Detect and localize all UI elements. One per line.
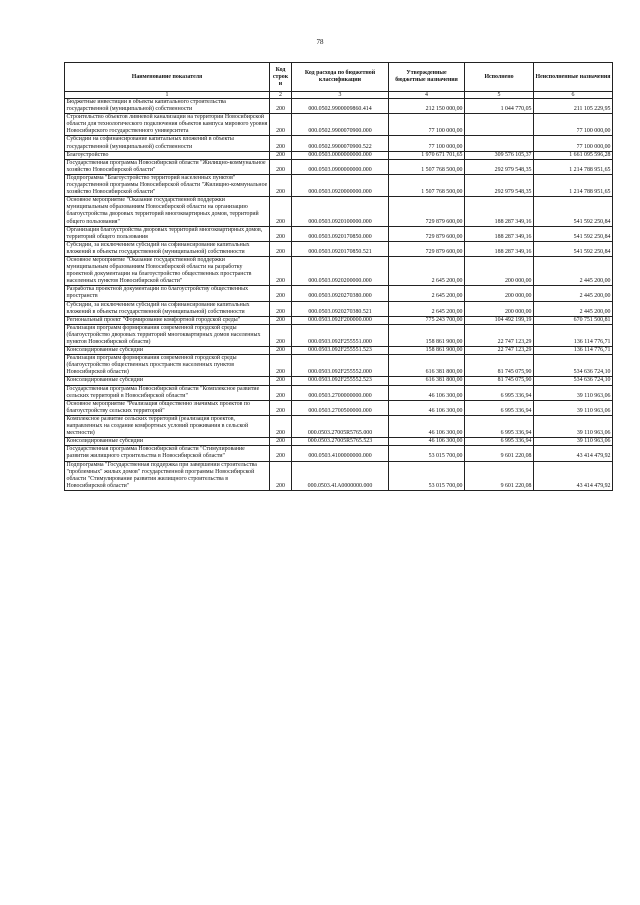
row-line-code-cell: 200	[270, 347, 292, 355]
row-line-code-cell: 200	[270, 385, 292, 400]
row-budget-code-cell: 000.0503.0920270380.521	[292, 301, 389, 316]
column-number: 2	[270, 92, 292, 99]
row-executed-cell: 292 979 548,35	[465, 159, 534, 174]
row-line-code-cell: 200	[270, 377, 292, 385]
row-budget-code-cell: 000.0503.27005R5765.000	[292, 415, 389, 437]
row-budget-code-cell: 000.0502.9900070900.522	[292, 136, 389, 151]
row-unexecuted-cell: 39 110 963,06	[534, 400, 613, 415]
table-header-row	[65, 63, 613, 92]
row-approved-cell: 1 507 768 500,00	[389, 174, 465, 196]
row-executed-cell: 104 492 199,19	[465, 316, 534, 324]
row-budget-code-cell: 000.0503.2700000000.000	[292, 385, 389, 400]
row-line-code-cell: 200	[270, 324, 292, 346]
row-approved-cell: 2 645 200,00	[389, 301, 465, 316]
row-approved-cell: 77 100 000,00	[389, 136, 465, 151]
row-unexecuted-cell: 39 110 963,06	[534, 438, 613, 446]
row-name-cell: Региональный проект "Формирование комфортной городской среды"	[65, 316, 270, 324]
row-line-code-cell: 200	[270, 438, 292, 446]
column-number: 1	[65, 92, 270, 99]
row-name-cell: Подпрограмма "Государственная поддержка при завершении строительства "проблемных" жилых домов" государственной программы Новосибирской области "Стимулирование развития жилищного строительства в Новосибирской области"	[65, 461, 270, 490]
row-unexecuted-cell: 670 751 500,81	[534, 316, 613, 324]
row-line-code-cell: 200	[270, 114, 292, 136]
header-approved: Утвержденные бюджетные назначения	[389, 63, 465, 92]
table-row	[65, 461, 613, 490]
column-number: 3	[292, 92, 389, 99]
row-approved-cell: 53 015 700,00	[389, 446, 465, 461]
header-unexecuted: Неисполненные назначения	[534, 63, 613, 92]
row-budget-code-cell: 000.0502.9900070900.000	[292, 114, 389, 136]
table-row	[65, 385, 613, 400]
row-executed-cell	[465, 114, 534, 136]
table-row	[65, 159, 613, 174]
row-approved-cell: 46 106 300,00	[389, 415, 465, 437]
row-approved-cell: 1 507 768 500,00	[389, 159, 465, 174]
row-unexecuted-cell: 211 105 229,95	[534, 99, 613, 114]
row-executed-cell: 188 287 349,16	[465, 226, 534, 241]
row-name-cell: Разработка проектной документации по благоустройству общественных пространств	[65, 286, 270, 301]
row-budget-code-cell: 000.0503.0920170850.000	[292, 226, 389, 241]
row-line-code-cell: 200	[270, 256, 292, 285]
row-approved-cell: 46 106 300,00	[389, 438, 465, 446]
table-row	[65, 99, 613, 114]
row-line-code-cell: 200	[270, 151, 292, 159]
row-line-code-cell: 200	[270, 99, 292, 114]
row-unexecuted-cell: 541 592 250,84	[534, 226, 613, 241]
header-executed: Исполнено	[465, 63, 534, 92]
row-line-code-cell: 200	[270, 136, 292, 151]
row-approved-cell: 775 243 700,00	[389, 316, 465, 324]
row-budget-code-cell: 000.0503.092F255552.000	[292, 355, 389, 377]
row-budget-code-cell: 000.0503.27005R5765.523	[292, 438, 389, 446]
table-row	[65, 377, 613, 385]
row-budget-code-cell: 000.0503.092F200000.000	[292, 316, 389, 324]
row-approved-cell: 616 381 800,00	[389, 355, 465, 377]
table-row	[65, 415, 613, 437]
row-executed-cell: 200 000,00	[465, 301, 534, 316]
row-unexecuted-cell: 534 636 724,10	[534, 377, 613, 385]
table-row	[65, 241, 613, 256]
table-row	[65, 286, 613, 301]
row-unexecuted-cell: 39 110 963,06	[534, 385, 613, 400]
row-budget-code-cell: 000.0502.9900009860.414	[292, 99, 389, 114]
row-budget-code-cell: 000.0503.0920100000.000	[292, 197, 389, 226]
row-unexecuted-cell: 43 414 479,92	[534, 461, 613, 490]
row-budget-code-cell: 000.0503.092F255552.523	[292, 377, 389, 385]
row-unexecuted-cell: 77 100 000,00	[534, 114, 613, 136]
row-approved-cell: 158 861 900,00	[389, 324, 465, 346]
row-line-code-cell: 200	[270, 286, 292, 301]
row-budget-code-cell: 000.0503.092F255551.000	[292, 324, 389, 346]
page-number: 78	[316, 38, 324, 46]
row-executed-cell: 6 995 336,94	[465, 400, 534, 415]
row-unexecuted-cell: 39 110 963,06	[534, 415, 613, 437]
table-row	[65, 197, 613, 226]
row-line-code-cell: 200	[270, 174, 292, 196]
row-name-cell: Основное мероприятие "Оказание государственной поддержки муниципальным образованиям Новосибирской области на разработку проектной документации на благоустройство общественных пространств населенных пунктов Новосибирской области"	[65, 256, 270, 285]
row-unexecuted-cell: 136 114 776,71	[534, 324, 613, 346]
row-name-cell: Организация благоустройства дворовых территорий многоквартирных домов, территорий общего пользования	[65, 226, 270, 241]
row-approved-cell: 616 381 800,00	[389, 377, 465, 385]
row-line-code-cell: 200	[270, 461, 292, 490]
row-executed-cell: 188 287 349,16	[465, 241, 534, 256]
row-line-code-cell: 200	[270, 241, 292, 256]
row-executed-cell: 22 747 123,29	[465, 324, 534, 346]
table-row	[65, 174, 613, 196]
row-executed-cell: 309 576 105,37	[465, 151, 534, 159]
row-approved-cell: 46 106 300,00	[389, 385, 465, 400]
row-budget-code-cell: 000.0503.0920270380.000	[292, 286, 389, 301]
row-budget-code-cell: 000.0503.092F255551.523	[292, 347, 389, 355]
table-row	[65, 114, 613, 136]
row-budget-code-cell: 000.0503.0000000000.000	[292, 151, 389, 159]
row-executed-cell: 6 995 336,94	[465, 438, 534, 446]
row-name-cell: Государственная программа Новосибирской области "Стимулирование развития жилищного строительства в Новосибирской области"	[65, 446, 270, 461]
row-executed-cell: 1 044 770,05	[465, 99, 534, 114]
row-line-code-cell: 200	[270, 415, 292, 437]
row-line-code-cell: 200	[270, 197, 292, 226]
row-name-cell: Реализация программ формирования современной городской среды (благоустройство общественных пространств населенных пунктов Новосибирской области)	[65, 355, 270, 377]
row-name-cell: Государственная программа Новосибирской области "Комплексное развитие сельских территорий в Новосибирской области"	[65, 385, 270, 400]
row-name-cell: Консолидированные субсидии	[65, 438, 270, 446]
row-approved-cell: 2 645 200,00	[389, 256, 465, 285]
row-name-cell: Субсидии, за исключением субсидий на софинансирование капитальных вложений в объекты государственной (муниципальной) собственности	[65, 241, 270, 256]
row-name-cell: Строительство объектов ливневой канализации на территории Новосибирской области для технологического подключения объектов кампуса мирового уровня Новосибирского государственного университета	[65, 114, 270, 136]
row-unexecuted-cell: 541 592 250,84	[534, 241, 613, 256]
row-line-code-cell: 200	[270, 355, 292, 377]
row-approved-cell: 729 879 600,00	[389, 241, 465, 256]
row-unexecuted-cell: 534 636 724,10	[534, 355, 613, 377]
header-name: Наименование показателя	[65, 63, 270, 92]
row-approved-cell: 729 879 600,00	[389, 226, 465, 241]
row-name-cell: Консолидированные субсидии	[65, 377, 270, 385]
table-row	[65, 400, 613, 415]
row-unexecuted-cell: 2 445 200,00	[534, 286, 613, 301]
header-line-code: Код строки	[270, 63, 292, 92]
row-budget-code-cell: 000.0503.2700500000.000	[292, 400, 389, 415]
row-unexecuted-cell: 1 661 095 596,28	[534, 151, 613, 159]
row-executed-cell: 22 747 123,29	[465, 347, 534, 355]
table-row	[65, 136, 613, 151]
row-executed-cell: 9 601 220,08	[465, 461, 534, 490]
row-name-cell: Субсидии, за исключением субсидий на софинансирование капитальных вложений в объекты государственной (муниципальной) собственности	[65, 301, 270, 316]
budget-execution-table	[64, 62, 613, 491]
column-number: 5	[465, 92, 534, 99]
table-row	[65, 256, 613, 285]
row-line-code-cell: 200	[270, 159, 292, 174]
row-executed-cell: 292 979 548,35	[465, 174, 534, 196]
row-line-code-cell: 200	[270, 301, 292, 316]
row-name-cell: Комплексное развитие сельских территорий (реализация проектов, направленных на создание комфортных условий проживания в сельской местности)	[65, 415, 270, 437]
row-unexecuted-cell: 1 214 788 951,65	[534, 174, 613, 196]
row-executed-cell: 81 745 075,90	[465, 355, 534, 377]
table-row	[65, 316, 613, 324]
row-executed-cell	[465, 136, 534, 151]
row-executed-cell: 6 995 336,94	[465, 415, 534, 437]
table-row	[65, 446, 613, 461]
row-line-code-cell: 200	[270, 400, 292, 415]
table-row	[65, 301, 613, 316]
row-approved-cell: 2 645 200,00	[389, 286, 465, 301]
row-approved-cell: 212 150 000,00	[389, 99, 465, 114]
row-unexecuted-cell: 1 214 788 951,65	[534, 159, 613, 174]
row-unexecuted-cell: 77 100 000,00	[534, 136, 613, 151]
row-budget-code-cell: 000.0503.0900000000.000	[292, 159, 389, 174]
row-name-cell: Основное мероприятие "Оказание государственной поддержки муниципальным образованиям Новосибирской области на организацию благоустройства дворовых территорий многоквартирных домов, территорий общего пользования"	[65, 197, 270, 226]
row-approved-cell: 1 970 671 701,65	[389, 151, 465, 159]
row-executed-cell: 200 000,00	[465, 256, 534, 285]
row-name-cell: Реализация программ формирования современной городской среды (благоустройство дворовых территорий многоквартирных домов населенных пунктов Новосибирской области)	[65, 324, 270, 346]
row-approved-cell: 158 861 900,00	[389, 347, 465, 355]
row-budget-code-cell: 000.0503.0920170850.521	[292, 241, 389, 256]
row-unexecuted-cell: 541 592 250,84	[534, 197, 613, 226]
row-line-code-cell: 200	[270, 316, 292, 324]
row-name-cell: Благоустройство	[65, 151, 270, 159]
row-line-code-cell: 200	[270, 446, 292, 461]
row-unexecuted-cell: 43 414 479,92	[534, 446, 613, 461]
row-name-cell: Консолидированные субсидии	[65, 347, 270, 355]
column-number-row	[65, 92, 613, 99]
row-name-cell: Бюджетные инвестиции в объекты капитального строительства государственной (муниципальной) собственности	[65, 99, 270, 114]
row-budget-code-cell: 000.0503.4100000000.000	[292, 446, 389, 461]
row-executed-cell: 6 995 336,94	[465, 385, 534, 400]
table-row	[65, 226, 613, 241]
row-approved-cell: 77 100 000,00	[389, 114, 465, 136]
row-executed-cell: 9 601 220,08	[465, 446, 534, 461]
row-unexecuted-cell: 2 445 200,00	[534, 301, 613, 316]
row-executed-cell: 200 000,00	[465, 286, 534, 301]
row-unexecuted-cell: 2 445 200,00	[534, 256, 613, 285]
row-approved-cell: 53 015 700,00	[389, 461, 465, 490]
table-row	[65, 347, 613, 355]
row-name-cell: Подпрограмма "Благоустройство территорий населенных пунктов" государственной программы Новосибирской области "Жилищно-коммунальное хозяйство Новосибирской области"	[65, 174, 270, 196]
row-approved-cell: 46 106 300,00	[389, 400, 465, 415]
table-row	[65, 438, 613, 446]
table-row	[65, 324, 613, 346]
row-line-code-cell: 200	[270, 226, 292, 241]
header-budget-code: Код расхода по бюджетной классификации	[292, 63, 389, 92]
row-budget-code-cell: 000.0503.41А0000000.000	[292, 461, 389, 490]
row-name-cell: Государственная программа Новосибирской области "Жилищно-коммунальное хозяйство Новосибирской области"	[65, 159, 270, 174]
table-row	[65, 151, 613, 159]
row-budget-code-cell: 000.0503.0920000000.000	[292, 174, 389, 196]
row-unexecuted-cell: 136 114 776,71	[534, 347, 613, 355]
row-name-cell: Основное мероприятие "Реализация общественно значимых проектов по благоустройству сельских территорий"	[65, 400, 270, 415]
row-executed-cell: 81 745 075,90	[465, 377, 534, 385]
row-executed-cell: 188 287 349,16	[465, 197, 534, 226]
table-row	[65, 355, 613, 377]
row-budget-code-cell: 000.0503.0920200000.000	[292, 256, 389, 285]
row-name-cell: Субсидии на софинансирование капитальных вложений в объекты государственной (муниципальной) собственности	[65, 136, 270, 151]
column-number: 6	[534, 92, 613, 99]
row-approved-cell: 729 879 600,00	[389, 197, 465, 226]
column-number: 4	[389, 92, 465, 99]
